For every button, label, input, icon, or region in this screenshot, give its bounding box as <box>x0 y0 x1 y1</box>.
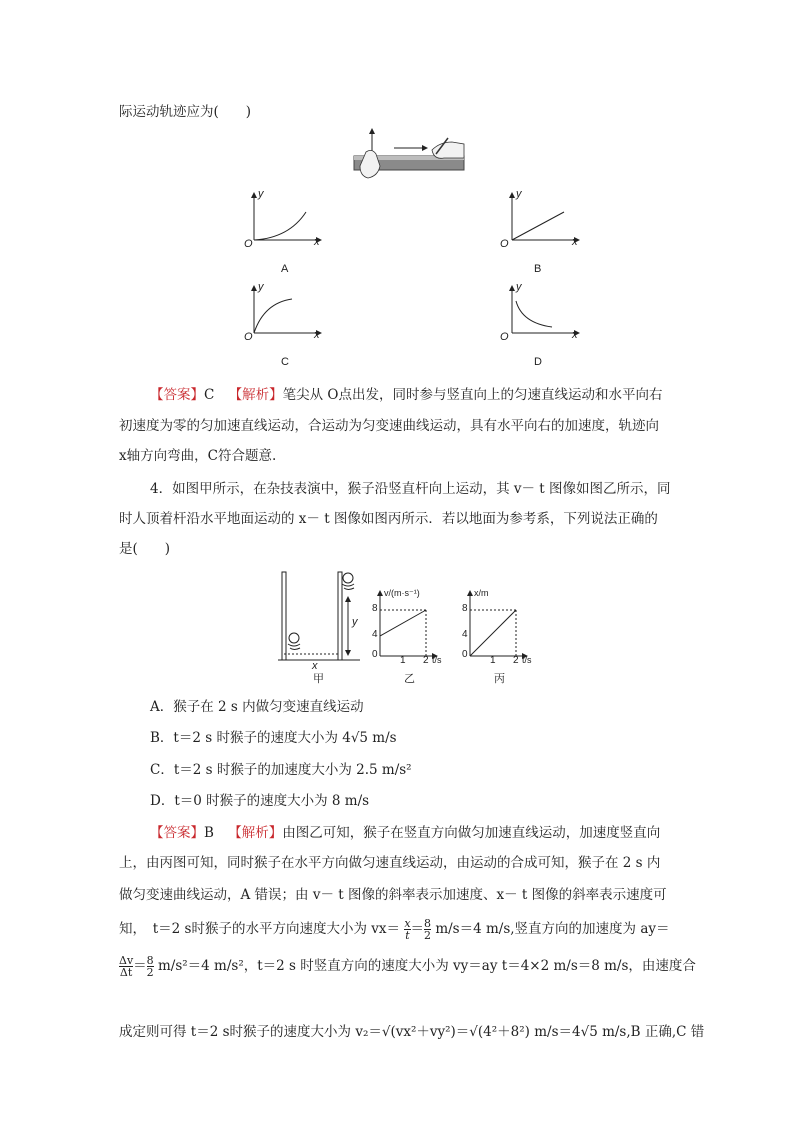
q4-stem-2: 时人顶着杆沿水平地面运动的 x－ t 图像如图丙所示．若以地面为参考系，下列说法正确的 <box>119 511 658 527</box>
figure-jia <box>278 568 360 668</box>
bing-xlabel: t/s <box>522 655 532 665</box>
graph-d-origin: O <box>500 331 509 343</box>
frac-dv-over-dt: $\frac{\Delta v}{\Delta t}$ <box>119 954 134 979</box>
answer-tag: 【答案】 <box>150 387 204 403</box>
yi-xlabel: t/s <box>432 655 442 665</box>
bing-ylabel: x/m <box>474 588 489 598</box>
bing-tick-4: 4 <box>462 629 468 640</box>
graph-c-origin: O <box>244 331 253 343</box>
graph-b <box>502 190 582 250</box>
q4-analysis-tag: 【解析】 <box>228 825 283 841</box>
explain-line-2: 初速度为零的匀加速直线运动，合运动为匀变速曲线运动，具有水平向右的加速度，轨迹向 <box>119 418 659 434</box>
yi-tick-0: 0 <box>372 649 378 660</box>
yi-tick-1: 1 <box>400 655 406 666</box>
q4-exp-6: 成定则可得 t＝2 s时猴子的速度大小为 v₂＝√(vx²＋vy²)＝√(4²＋8²) m/s＝4√5 m/s,B 正确,C 错 <box>119 1024 705 1040</box>
q4-exp-4: 知， t＝2 s时猴子的水平方向速度大小为 vx＝ $\frac{x}{t}$ ＝ $\frac{8}{2}$ m/s＝4 m/s,竖直方向的加速度为 ay＝ <box>119 917 670 942</box>
caption-jia: 甲 <box>313 673 324 685</box>
graph-d-y: y <box>516 281 522 293</box>
frac-x-over-t: $\frac{x}{t}$ <box>404 917 411 942</box>
q3-answer-line <box>150 385 663 405</box>
bing-tick-1: 1 <box>490 655 496 666</box>
q4-exp-5: $\frac{\Delta v}{\Delta t}$ ＝ $\frac{8}{2}$ m/s²＝4 m/s²，t＝2 s 时竖直方向的速度大小为 vy＝ay t＝4×2 m/s＝8 m/s，由速度合 <box>119 954 696 979</box>
figure-yi <box>370 588 440 663</box>
graph-c-x: x <box>314 329 320 341</box>
answer-value: C <box>204 387 215 403</box>
frac-8-over-2-b: $\frac{8}{2}$ <box>146 954 154 979</box>
analysis-tag: 【解析】 <box>228 387 283 403</box>
graph-a <box>244 190 324 250</box>
graph-c-y: y <box>258 281 264 293</box>
jia-y: y <box>352 616 358 628</box>
option-d-label: D <box>534 356 542 368</box>
graph-b-origin: O <box>500 238 509 250</box>
q3-stem: 际运动轨迹应为( ) <box>119 104 252 120</box>
caption-bing: 丙 <box>494 673 505 685</box>
explain-line-1: 笔尖从 O点出发，同时参与竖直向上的匀速直线运动和水平向右 <box>282 387 663 403</box>
graph-d <box>502 283 582 343</box>
q4-exp-3: 做匀变速曲线运动，A 错误；由 v－ t 图像的斜率表示加速度、x－ t 图像的斜率表示速度可 <box>119 887 667 903</box>
q4-exp-5a: m/s²＝4 m/s²，t＝2 s 时竖直方向的速度大小为 vy＝ay t＝4×2 m/s＝8 m/s，由速度合 <box>157 958 696 974</box>
graph-d-x: x <box>572 329 578 341</box>
option-b-label: B <box>534 263 542 275</box>
bing-tick-0: 0 <box>462 649 468 660</box>
frac-8-over-2: $\frac{8}{2}$ <box>424 917 432 942</box>
q4-answer-line <box>150 823 660 843</box>
graph-a-x: x <box>314 236 320 248</box>
q4-exp-4a: 知， t＝2 s时猴子的水平方向速度大小为 vx＝ <box>119 921 401 937</box>
q4-option-c: C．t＝2 s 时猴子的加速度大小为 2.5 m/s² <box>150 762 412 778</box>
yi-ylabel: v/(m·s⁻¹) <box>384 588 420 598</box>
yi-tick-8: 8 <box>372 603 378 614</box>
graph-a-y: y <box>258 188 264 200</box>
option-c-label: C <box>281 356 289 368</box>
yi-tick-2: 2 <box>423 655 429 666</box>
bing-tick-8: 8 <box>462 603 468 614</box>
graph-b-y: y <box>516 188 522 200</box>
q4-exp-1: 由图乙可知，猴子在竖直方向做匀加速直线运动，加速度竖直向 <box>282 825 661 841</box>
q4-option-a: A．猴子在 2 s 内做匀变速直线运动 <box>150 699 364 715</box>
graph-a-origin: O <box>244 238 253 250</box>
q4-option-b: B．t＝2 s 时猴子的速度大小为 4√5 m/s <box>150 730 397 746</box>
q4-exp-4b: m/s＝4 m/s,竖直方向的加速度为 ay＝ <box>435 921 670 937</box>
graph-c <box>244 283 324 343</box>
q4-answer-tag: 【答案】 <box>150 825 204 841</box>
q4-answer-value: B <box>204 825 214 841</box>
q4-stem-3: 是( ) <box>119 541 171 557</box>
q4-exp-2: 上，由丙图可知，同时猴子在水平方向做匀速直线运动，由运动的合成可知，猴子在 2 s 内 <box>119 855 661 871</box>
graph-b-x: x <box>572 236 578 248</box>
figure-bing <box>460 588 530 663</box>
explain-line-3: x轴方向弯曲，C符合题意. <box>119 448 277 464</box>
ruler-hand-figure <box>352 128 472 188</box>
q4-stem-1: 4．如图甲所示，在杂技表演中，猴子沿竖直杆向上运动，其 v－ t 图像如图乙所示，同 <box>150 481 671 497</box>
q4-option-d: D．t＝0 时猴子的速度大小为 8 m/s <box>150 793 370 809</box>
option-a-label: A <box>281 263 289 275</box>
yi-tick-4: 4 <box>372 629 378 640</box>
jia-x: x <box>312 660 318 672</box>
caption-yi: 乙 <box>404 673 415 685</box>
bing-tick-2: 2 <box>513 655 519 666</box>
